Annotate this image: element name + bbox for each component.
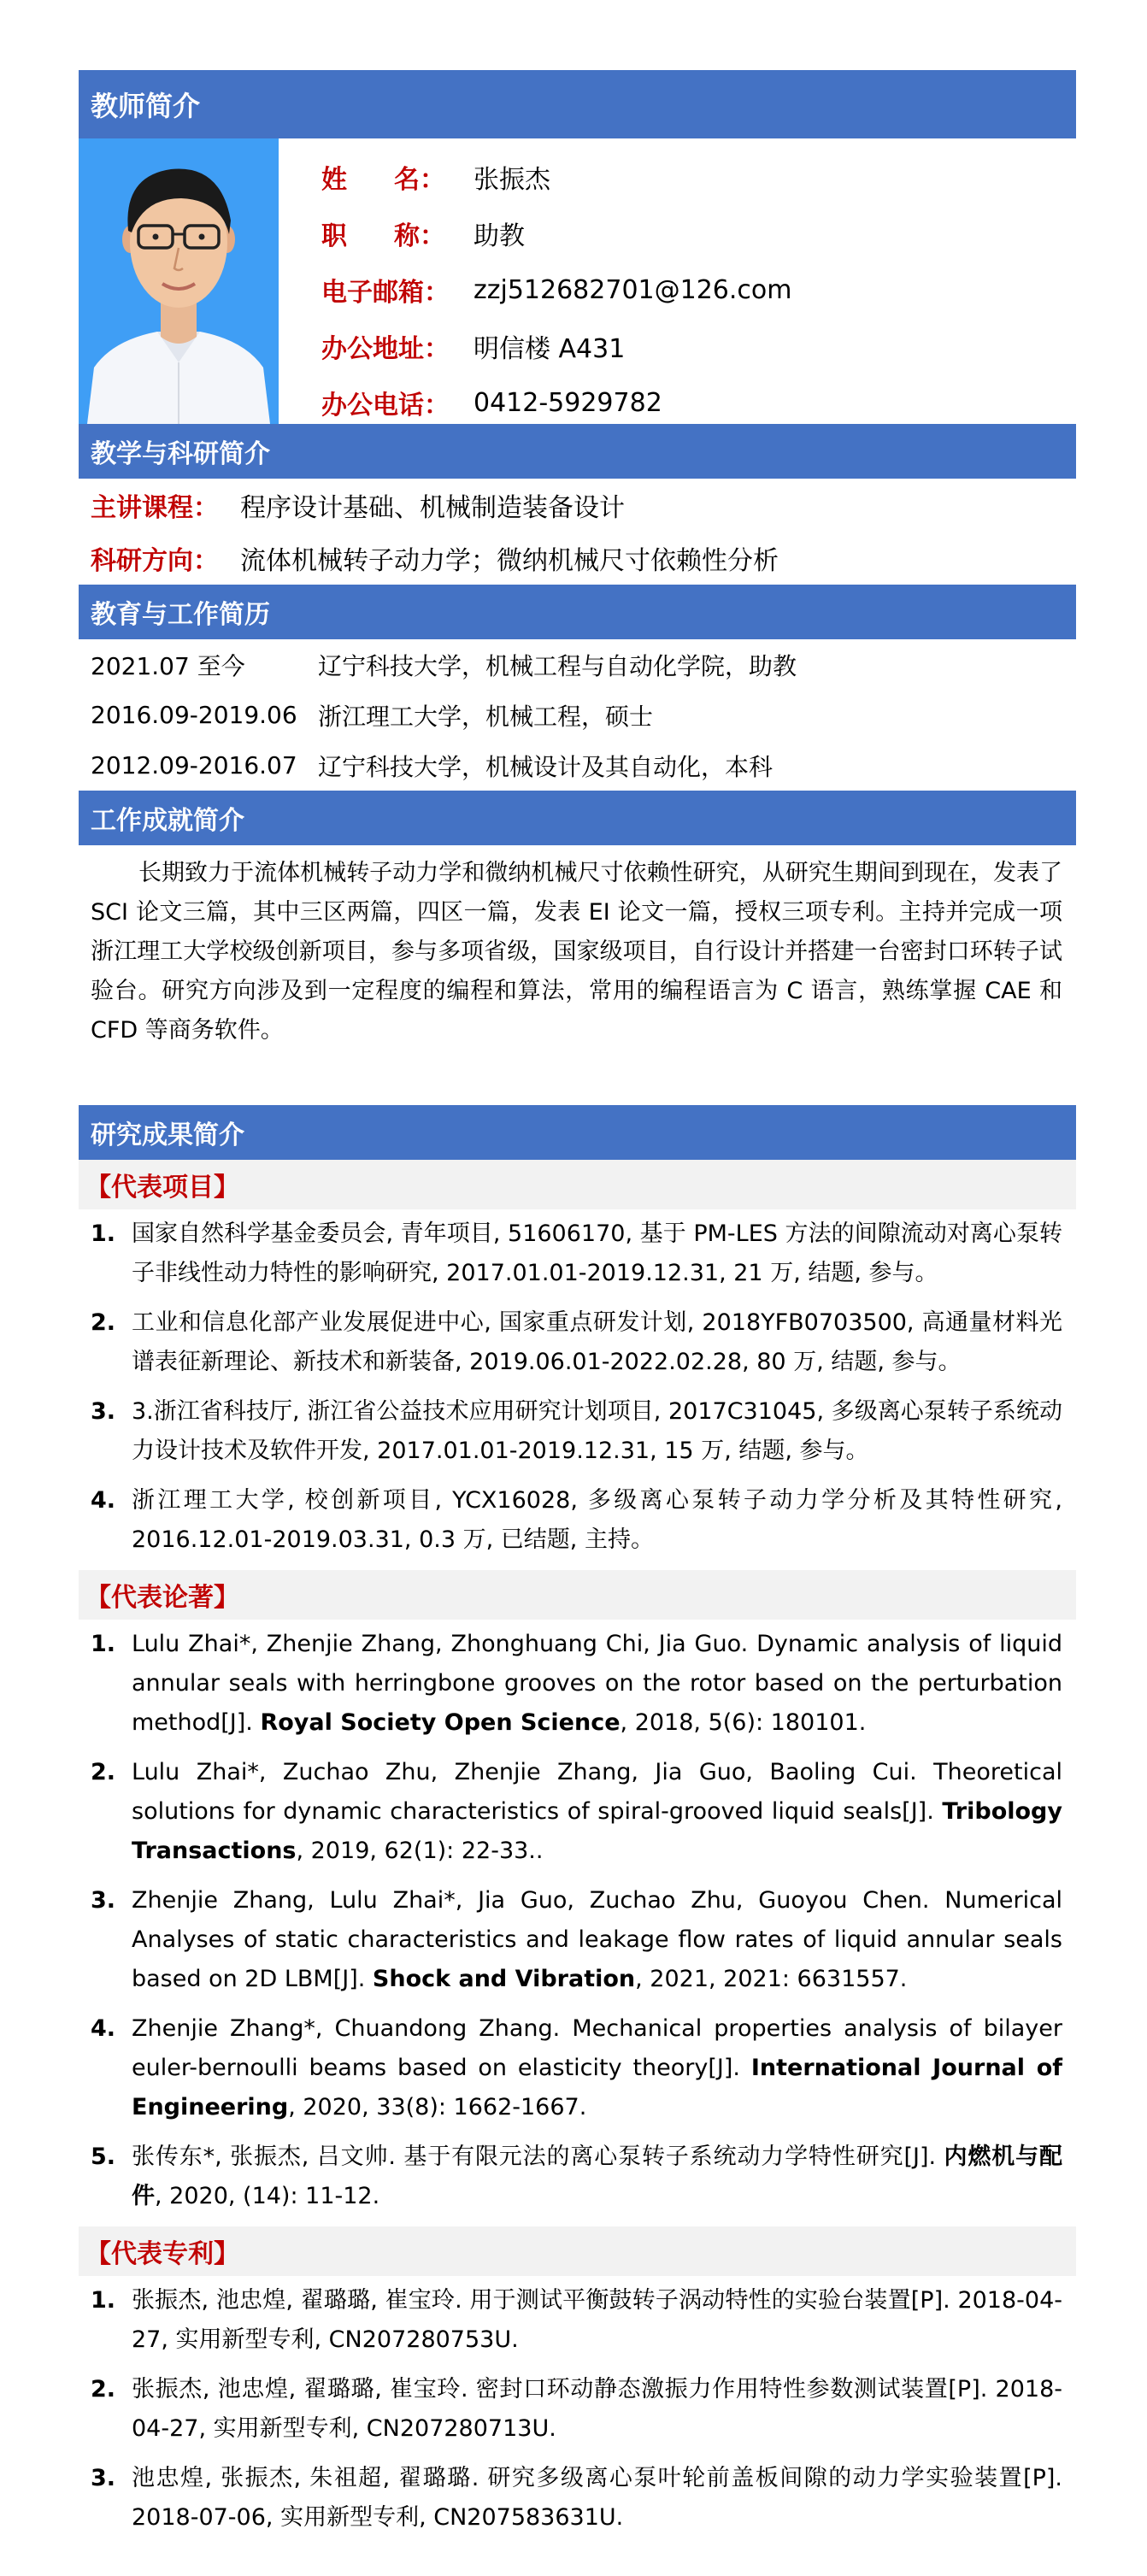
teaching-row-value: 程序设计基础、机械制造装备设计 bbox=[240, 493, 625, 523]
paper-text bbox=[132, 2009, 1062, 2127]
field-title-label-char-2: 称： bbox=[394, 221, 445, 251]
education-date: 2016.09-2019.06 bbox=[91, 701, 297, 729]
education-desc: 浙江理工大学，机械工程，硕士 bbox=[318, 702, 654, 731]
project-text: 国家自然科学基金委员会, 青年项目, 51606170, 基于 PM-LES 方法的间隙流动对离心泵转子非线性动力特性的影响研究, 2017.01.01-2019.12.31, 21 万, 结题, 参与。 bbox=[132, 1220, 1062, 1286]
list-item bbox=[79, 2459, 1062, 2538]
section-header-research: 研究成果简介 bbox=[79, 1105, 1076, 1160]
patent-text: 池忠煌, 张振杰, 朱祖超, 翟璐璐. 研究多级离心泵叶轮前盖板间隙的动力学实验装置[P]. 2018-07-06, 实用新型专利, CN207583631U. bbox=[132, 2465, 1062, 2531]
list-number: 1. bbox=[91, 1220, 116, 1247]
paper-citation: , 2019, 62(1): 22-33.. bbox=[296, 1838, 544, 1864]
project-text: 工业和信息化部产业发展促进中心, 国家重点研发计划, 2018YFB0703500, 高通量材料光谱表征新理论、新技术和新装备, 2019.06.01-2022.02.28, 80 万, 结题, 参与。 bbox=[132, 1309, 1062, 1375]
education-row bbox=[79, 639, 1076, 690]
paper-journal: 内燃机与配件 bbox=[132, 2144, 1062, 2209]
list-number: 3. bbox=[91, 2465, 116, 2491]
paper-authors-title: Zhenjie Zhang*, Chuandong Zhang. Mechanical properties analysis of bilayer euler-bernoulli beams based on elasticity theory[J]. bbox=[132, 2015, 1062, 2081]
list-item bbox=[79, 2281, 1062, 2360]
section-header-profile: 教师简介 bbox=[79, 70, 1076, 138]
section-header-achievements: 工作成就简介 bbox=[79, 791, 1076, 845]
paper-citation: , 2020, (14): 11-12. bbox=[155, 2183, 380, 2209]
subheader-projects: 【代表项目】 bbox=[79, 1160, 1076, 1209]
list-number: 2. bbox=[91, 1759, 116, 1785]
field-title-label-char-1: 职 bbox=[321, 221, 347, 251]
paper-text bbox=[132, 1881, 1062, 1999]
subheader-papers: 【代表论著】 bbox=[79, 1570, 1076, 1620]
list-item bbox=[79, 1625, 1062, 1743]
patent-text: 张振杰, 池忠煌, 翟璐璐, 崔宝玲. 密封口环动静态激振力作用特性参数测试装置[P]. 2018-04-27, 实用新型专利, CN207280713U. bbox=[132, 2376, 1062, 2442]
field-title-label bbox=[321, 215, 445, 252]
paper-citation: , 2020, 33(8): 1662-1667. bbox=[288, 2094, 587, 2120]
list-item bbox=[79, 1392, 1062, 1471]
field-title-value: 助教 bbox=[474, 221, 525, 251]
education-date: 2012.09-2016.07 bbox=[91, 751, 297, 779]
field-title bbox=[321, 205, 791, 262]
paper-citation: , 2021, 2021: 6631557. bbox=[635, 1966, 908, 1992]
portrait-photo bbox=[79, 138, 279, 424]
profile-block bbox=[79, 138, 1076, 424]
list-item bbox=[79, 1753, 1062, 1871]
education-desc: 辽宁科技大学，机械设计及其自动化，本科 bbox=[318, 752, 773, 781]
list-number: 3. bbox=[91, 1887, 116, 1914]
list-number: 3. bbox=[91, 1398, 116, 1425]
paper-text bbox=[132, 2138, 1062, 2216]
patent-text: 张振杰, 池忠煌, 翟璐璐, 崔宝玲. 用于测试平衡鼓转子涡动特性的实验台装置[P]. 2018-04-27, 实用新型专利, CN207280753U. bbox=[132, 2287, 1062, 2353]
paper-journal: Shock and Vibration bbox=[372, 1966, 636, 1992]
field-email bbox=[321, 262, 791, 318]
education-desc: 辽宁科技大学，机械工程与自动化学院，助教 bbox=[318, 651, 797, 680]
list-item bbox=[79, 1303, 1062, 1382]
list-item bbox=[79, 1481, 1062, 1560]
field-email-label: 电子邮箱： bbox=[321, 278, 450, 308]
paper-text bbox=[132, 1753, 1062, 1871]
field-phone-value: 0412-5929782 bbox=[474, 387, 662, 418]
project-text: 3.浙江省科技厅, 浙江省公益技术应用研究计划项目, 2017C31045, 多级离心泵转子系统动力设计技术及软件开发, 2017.01.01-2019.12.31, 15 万, 结题, 参与。 bbox=[132, 1398, 1062, 1464]
paper-journal: International Journal of Engineering bbox=[132, 2055, 1062, 2120]
profile-fields bbox=[279, 138, 791, 424]
field-name-value: 张振杰 bbox=[474, 165, 550, 195]
list-number: 5. bbox=[91, 2144, 116, 2170]
section-header-education: 教育与工作简历 bbox=[79, 585, 1076, 639]
field-name-label bbox=[321, 158, 445, 196]
list-number: 4. bbox=[91, 1487, 116, 1514]
paper-citation: , 2018, 5(6): 180101. bbox=[620, 1709, 867, 1736]
education-row bbox=[79, 740, 1076, 791]
paper-journal: Royal Society Open Science bbox=[260, 1709, 621, 1736]
education-row bbox=[79, 690, 1076, 740]
field-office-value: 明信楼 A431 bbox=[474, 334, 626, 364]
paper-text bbox=[132, 1625, 1062, 1743]
field-email-value[interactable]: zzj512682701@126.com bbox=[474, 274, 792, 305]
teaching-row-research bbox=[79, 532, 1076, 585]
field-office-label: 办公地址： bbox=[321, 334, 450, 364]
list-number: 1. bbox=[91, 1631, 116, 1657]
paper-authors-title: Lulu Zhai*, Zhenjie Zhang, Zhonghuang Chi, Jia Guo. Dynamic analysis of liquid annular seals with herringbone grooves on the rotor based on the perturbation method[J]. bbox=[132, 1631, 1062, 1736]
list-item bbox=[79, 1881, 1062, 1999]
paper-list bbox=[79, 1620, 1076, 2216]
field-name-label-char-2: 名： bbox=[394, 165, 445, 195]
subheader-patents: 【代表专利】 bbox=[79, 2226, 1076, 2276]
teaching-row-label: 科研方向： bbox=[91, 546, 219, 576]
field-name-label-char-1: 姓 bbox=[321, 165, 347, 195]
paper-authors-title: Lulu Zhai*, Zuchao Zhu, Zhenjie Zhang, Jia Guo, Baoling Cui. Theoretical solutions for dynamic characteristics of spiral-grooved liquid seals[J]. bbox=[132, 1759, 1062, 1825]
list-number: 2. bbox=[91, 2376, 116, 2403]
list-item bbox=[79, 2138, 1062, 2216]
list-number: 2. bbox=[91, 1309, 116, 1336]
achievements-paragraph: 长期致力于流体机械转子动力学和微纳机械尺寸依赖性研究，从研究生期间到现在，发表了 SCI 论文三篇，其中三区两篇，四区一篇，发表 EI 论文一篇，授权三项专利。主持并完成一项浙江理工大学校级创新项目，参与多项省级，国家级项目，自行设计并搭建一台密封口环转子试验台。研究方向涉及到一定程度的编程和算法，常用的编程语言为 C 语言，熟练掌握 CAE 和 CFD 等商务软件。 bbox=[91, 860, 1062, 1044]
project-list bbox=[79, 1209, 1076, 1560]
list-item bbox=[79, 1214, 1062, 1293]
field-office bbox=[321, 318, 791, 374]
field-phone bbox=[321, 374, 791, 431]
paper-authors-title: Zhenjie Zhang, Lulu Zhai*, Jia Guo, Zuchao Zhu, Guoyou Chen. Numerical Analyses of static characteristics and leakage flow rates of liquid annular seals based on 2D LBM[J]. bbox=[132, 1887, 1062, 1992]
list-item bbox=[79, 2009, 1062, 2127]
resume bbox=[79, 70, 1076, 2548]
teaching-row-value: 流体机械转子动力学；微纳机械尺寸依赖性分析 bbox=[240, 546, 779, 576]
teaching-row-courses bbox=[79, 479, 1076, 532]
list-item bbox=[79, 2370, 1062, 2449]
education-date: 2021.07 至今 bbox=[91, 651, 245, 680]
project-text: 浙江理工大学, 校创新项目, YCX16028, 多级离心泵转子动力学分析及其特性研究, 2016.12.01-2019.03.31, 0.3 万, 已结题, 主持。 bbox=[132, 1487, 1062, 1553]
field-name bbox=[321, 149, 791, 205]
paper-authors-title: 张传东*, 张振杰, 吕文帅. 基于有限元法的离心泵转子系统动力学特性研究[J]. bbox=[132, 2144, 944, 2170]
field-phone-label: 办公电话： bbox=[321, 391, 450, 421]
paper-journal: Tribology Transactions bbox=[132, 1798, 1062, 1864]
list-number: 4. bbox=[91, 2015, 116, 2042]
patent-list bbox=[79, 2276, 1076, 2538]
teaching-row-label: 主讲课程： bbox=[91, 493, 219, 523]
section-header-teaching: 教学与科研简介 bbox=[79, 424, 1076, 479]
list-number: 1. bbox=[91, 2287, 116, 2314]
